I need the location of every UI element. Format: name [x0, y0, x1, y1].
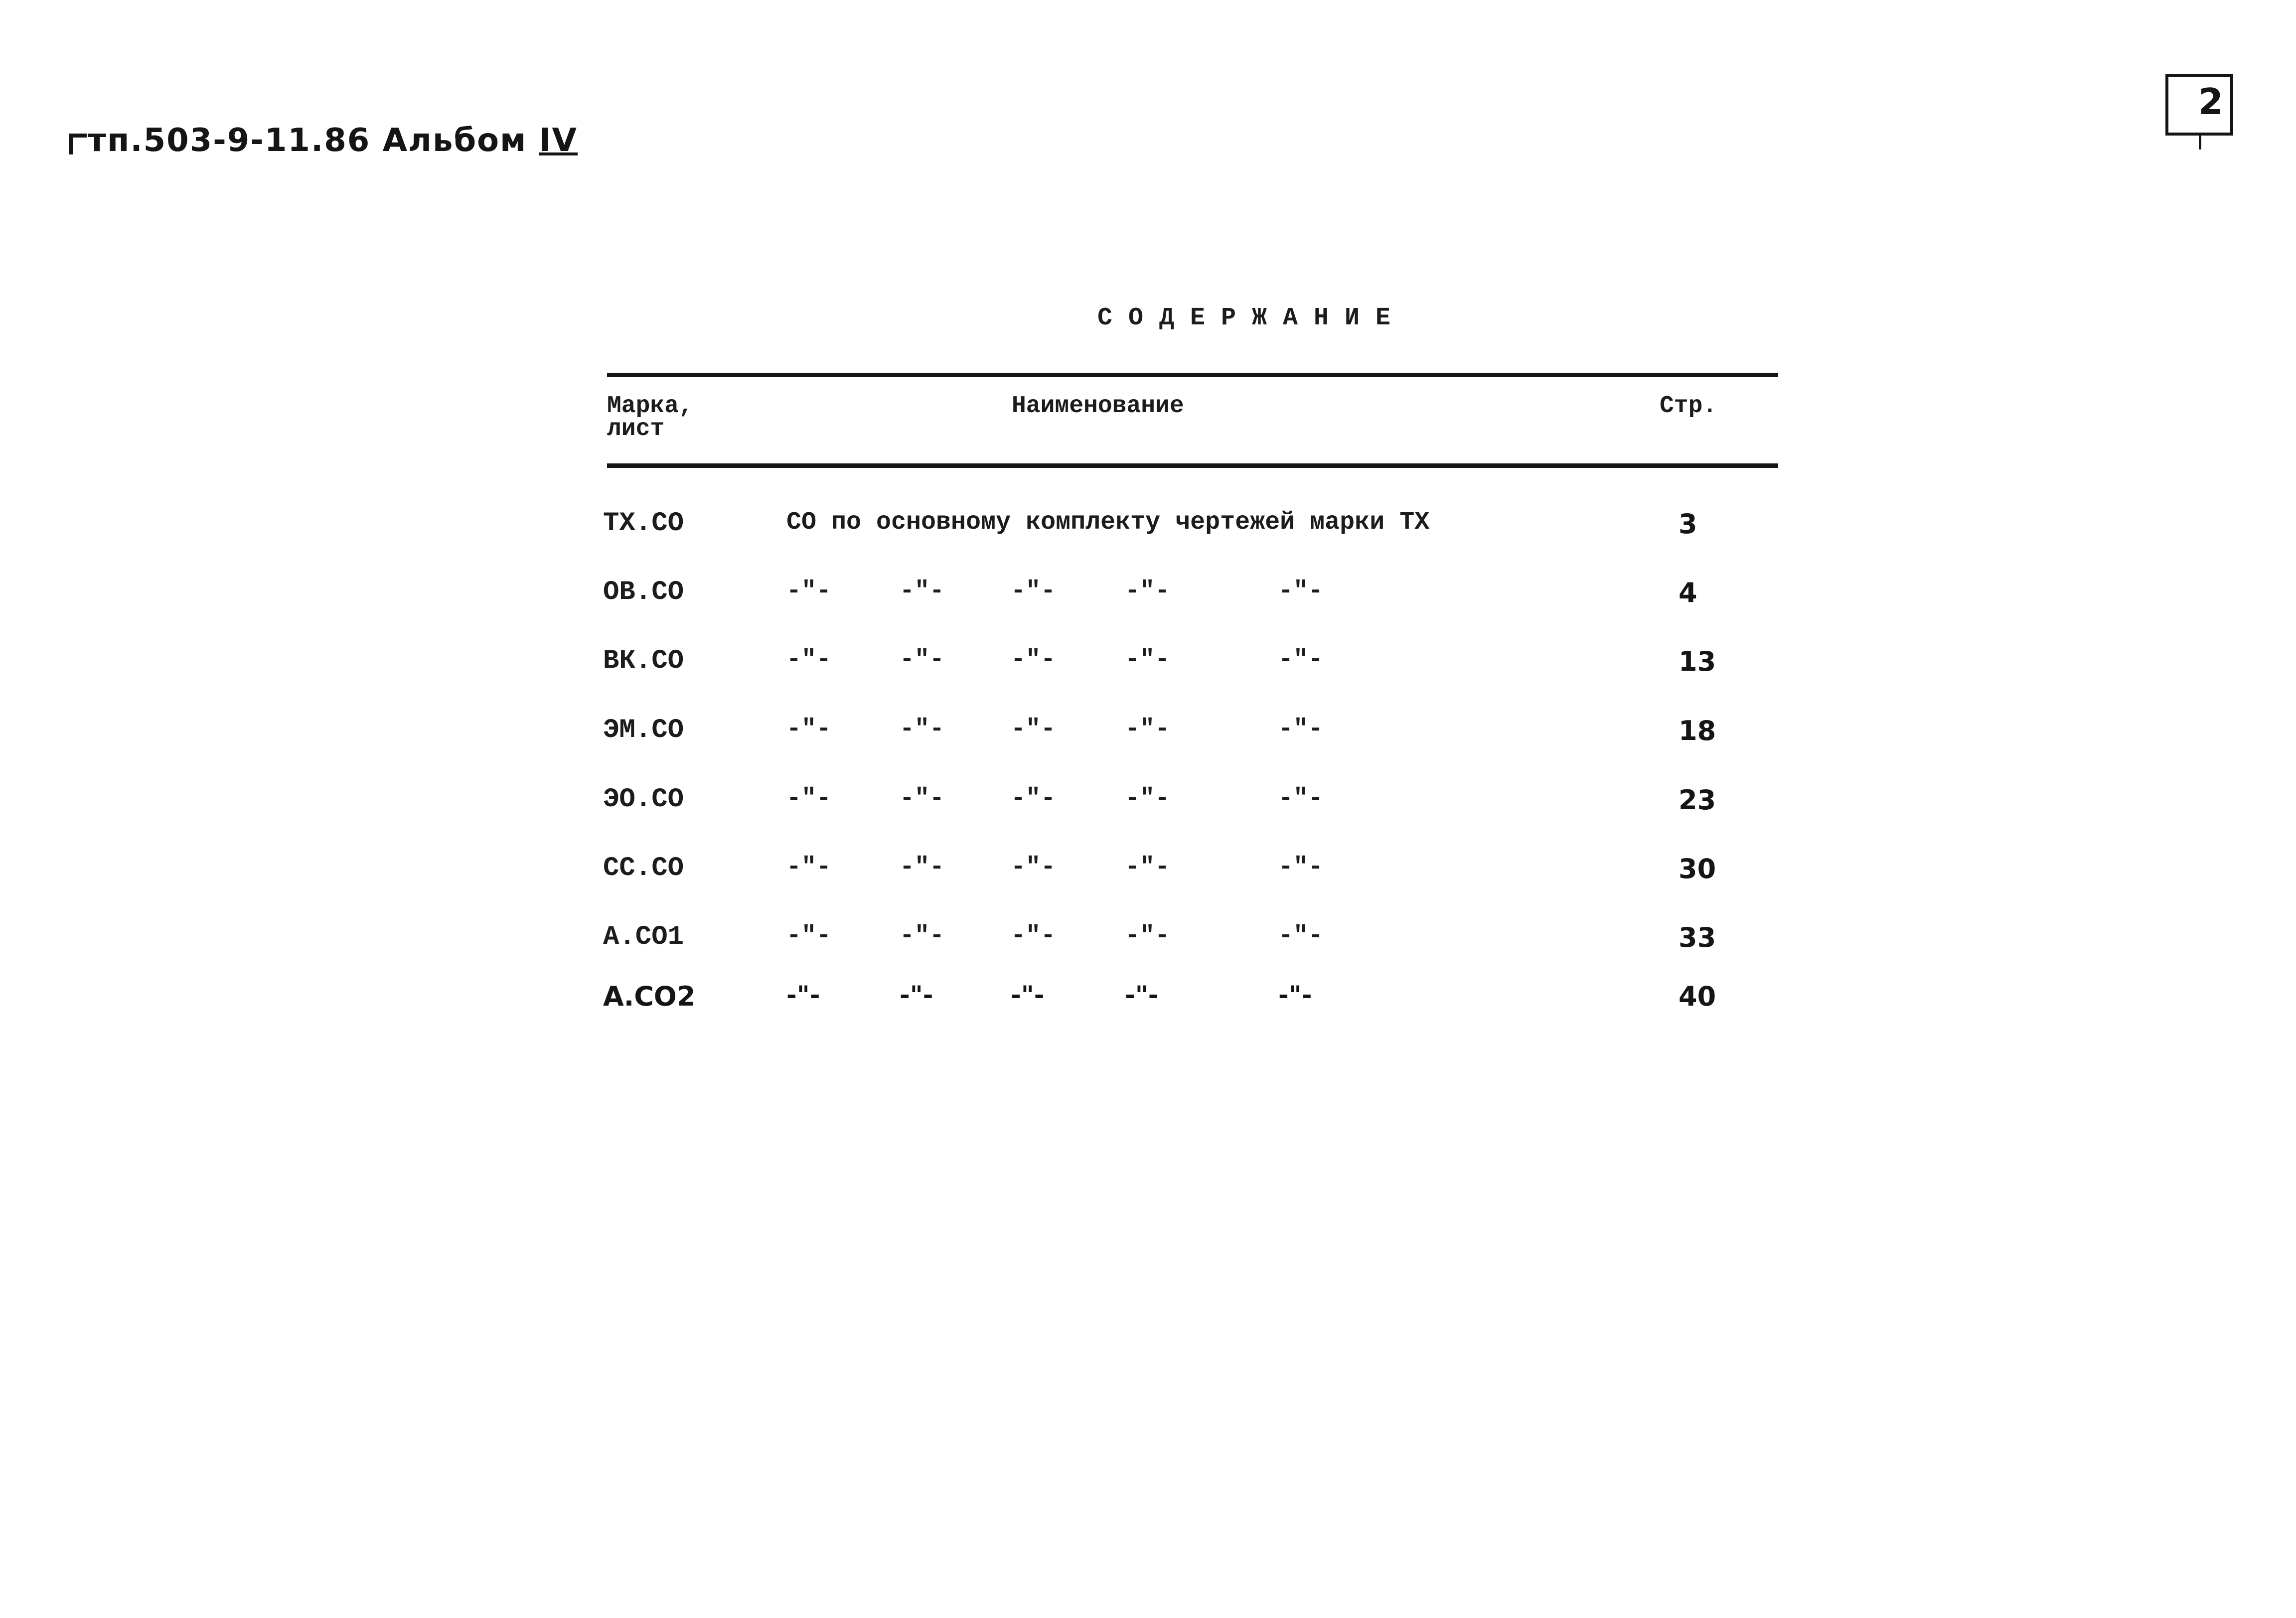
ditto-mark: -"-: [1011, 784, 1056, 813]
ditto-mark: -"-: [786, 853, 832, 882]
ditto-mark: -"-: [1278, 646, 1324, 674]
ditto-mark: -"-: [1125, 922, 1170, 950]
row-page: 40: [1679, 981, 1716, 1012]
document-code: [70, 122, 578, 159]
table-row: [0, 508, 2296, 553]
page-tick-mark: [2199, 135, 2201, 149]
ditto-mark: -"-: [900, 853, 945, 882]
row-page: 4: [1679, 577, 1697, 608]
ditto-mark: -"-: [1278, 922, 1324, 950]
ditto-mark: -"-: [1011, 646, 1056, 674]
table-top-rule: [607, 373, 1778, 377]
row-page: 18: [1679, 715, 1716, 746]
table-row: [0, 853, 2296, 898]
page-number: 2: [2198, 81, 2223, 123]
ditto-mark: -"-: [1125, 981, 1159, 1010]
album-number: IV: [539, 122, 578, 159]
ditto-mark: -"-: [1125, 784, 1170, 813]
ditto-mark: -"-: [900, 981, 933, 1010]
row-mark: ВК.СО: [603, 646, 684, 676]
row-mark: А.СО2: [603, 981, 696, 1012]
page-number-box: [2165, 74, 2233, 136]
ditto-mark: -"-: [786, 981, 820, 1010]
ditto-mark: -"-: [1125, 577, 1170, 605]
row-mark: СС.СО: [603, 853, 684, 883]
row-mark: ТХ.СО: [603, 508, 684, 539]
row-page: 30: [1679, 853, 1716, 884]
ditto-mark: -"-: [786, 577, 832, 605]
table-row: [0, 715, 2296, 760]
ditto-mark: -"-: [786, 715, 832, 743]
ditto-mark: -"-: [786, 646, 832, 674]
row-mark: ЭО.СО: [603, 784, 684, 815]
page-title: СОДЕРЖАНИЕ: [1097, 304, 1407, 332]
table-row: [0, 922, 2296, 967]
row-mark: А.СО1: [603, 922, 684, 952]
table-row: [0, 577, 2296, 622]
album-word: Альбом: [382, 122, 527, 159]
ditto-mark: -"-: [1278, 715, 1324, 743]
row-page: 33: [1679, 922, 1716, 953]
row-mark: ЭМ.СО: [603, 715, 684, 745]
ditto-mark: -"-: [1011, 853, 1056, 882]
document-code-text: тп.503-9-11.86: [88, 122, 371, 159]
ditto-mark: -"-: [1125, 715, 1170, 743]
row-page: 3: [1679, 508, 1697, 540]
column-header-page: Стр.: [1660, 393, 1717, 420]
ditto-mark: -"-: [1278, 981, 1312, 1010]
table-row: [0, 646, 2296, 691]
table-header-rule: [607, 463, 1778, 468]
row-name: СО по основному комплекту чертежей марки ТХ: [786, 508, 1430, 537]
ditto-mark: -"-: [1278, 577, 1324, 605]
ditto-mark: -"-: [1278, 853, 1324, 882]
ditto-mark: -"-: [1011, 577, 1056, 605]
column-header-name: Наименование: [1012, 393, 1184, 420]
ditto-mark: -"-: [786, 784, 832, 813]
ditto-mark: -"-: [900, 715, 945, 743]
ditto-mark: -"-: [1278, 784, 1324, 813]
ditto-mark: -"-: [900, 646, 945, 674]
row-mark: ОВ.СО: [603, 577, 684, 607]
ditto-mark: -"-: [1125, 853, 1170, 882]
ditto-mark: -"-: [786, 922, 832, 950]
ditto-mark: -"-: [900, 577, 945, 605]
ditto-mark: -"-: [1011, 715, 1056, 743]
row-page: 23: [1679, 784, 1716, 816]
row-page: 13: [1679, 646, 1716, 677]
ditto-mark: -"-: [1125, 646, 1170, 674]
column-header-mark: Марка, лист: [607, 393, 693, 442]
table-row: [0, 784, 2296, 829]
ditto-mark: -"-: [1011, 922, 1056, 950]
table-row: [0, 981, 2296, 1026]
ditto-mark: -"-: [900, 784, 945, 813]
ditto-mark: -"-: [900, 922, 945, 950]
ditto-mark: -"-: [1011, 981, 1045, 1010]
